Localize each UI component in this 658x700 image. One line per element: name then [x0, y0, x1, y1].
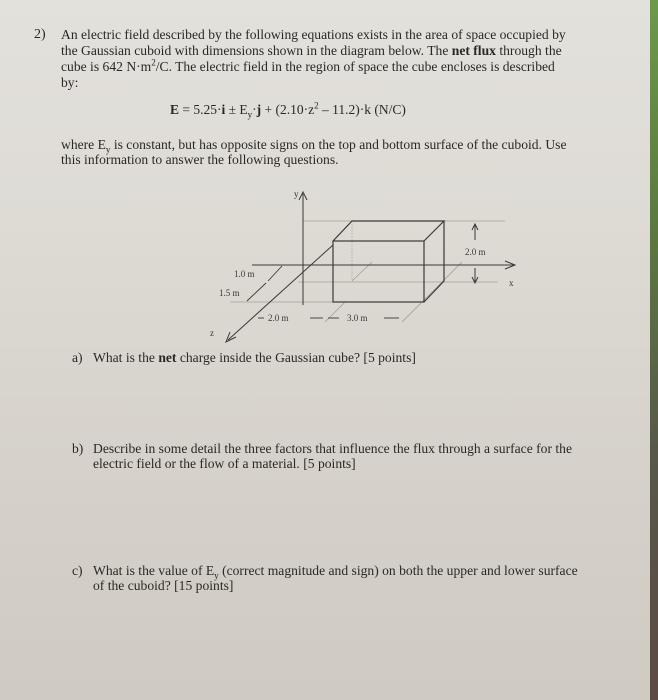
intro-line-3: cube is 642 $N\cdot m^2/C$. The electric field in the region of space the cube encloses is described — [61, 57, 555, 74]
electric-field-equation: $E = 5.25\cdot i \pm E_y\cdot j + (2.10\cdot z^2 - 11.2)\cdot k$ (N/C) — [170, 100, 406, 120]
cuboid-front-face — [333, 241, 424, 302]
z-axis — [228, 245, 333, 340]
x-dimension-1-label: 2.0 m — [268, 313, 289, 323]
height-dimension-label: 2.0 m — [465, 247, 486, 257]
part-b-line-1: Describe in some detail the three factors that influence the flux through a surface for the — [93, 441, 572, 456]
where-line-2: this information to answer the following questions. — [61, 152, 339, 167]
question-number: 2) — [34, 27, 46, 42]
x-dimension-2-label: 3.0 m — [347, 313, 368, 323]
z-dimension-1-label: 1.0 m — [234, 269, 255, 279]
part-c-line-2: of the cuboid? [15 points] — [93, 578, 234, 593]
z-axis-label: z — [210, 328, 214, 338]
z-dimension-2-label: 1.5 m — [219, 288, 240, 298]
intro-line-2: the Gaussian cuboid with dimensions shown in the diagram below. The net flux through the — [61, 43, 562, 58]
part-b-line-2: electric field or the flow of a material. [5 points] — [93, 456, 356, 471]
net-flux-emphasis: net flux — [451, 43, 496, 58]
part-a-label: a) — [72, 350, 83, 365]
part-c-line-1: What is the value of $E_y$ (correct magnitude and sign) on both the upper and lower surface — [93, 563, 578, 581]
part-a-question: What is the net charge inside the Gaussian cube? [5 points] — [93, 350, 416, 365]
part-c-label: c) — [72, 563, 83, 578]
part-b-label: b) — [72, 441, 84, 456]
where-line-1: where $E_y$ is constant, but has opposite signs on the top and bottom surface of the cuboid. Use — [61, 137, 567, 155]
y-axis-label: y — [294, 189, 299, 199]
background-edge — [650, 0, 658, 700]
intro-line-4: by: — [61, 75, 79, 90]
intro-line-1: An electric field described by the following equations exists in the area of space occupied by — [61, 27, 566, 42]
x-axis-label: x — [509, 278, 514, 288]
gaussian-cuboid-diagram — [190, 180, 530, 355]
